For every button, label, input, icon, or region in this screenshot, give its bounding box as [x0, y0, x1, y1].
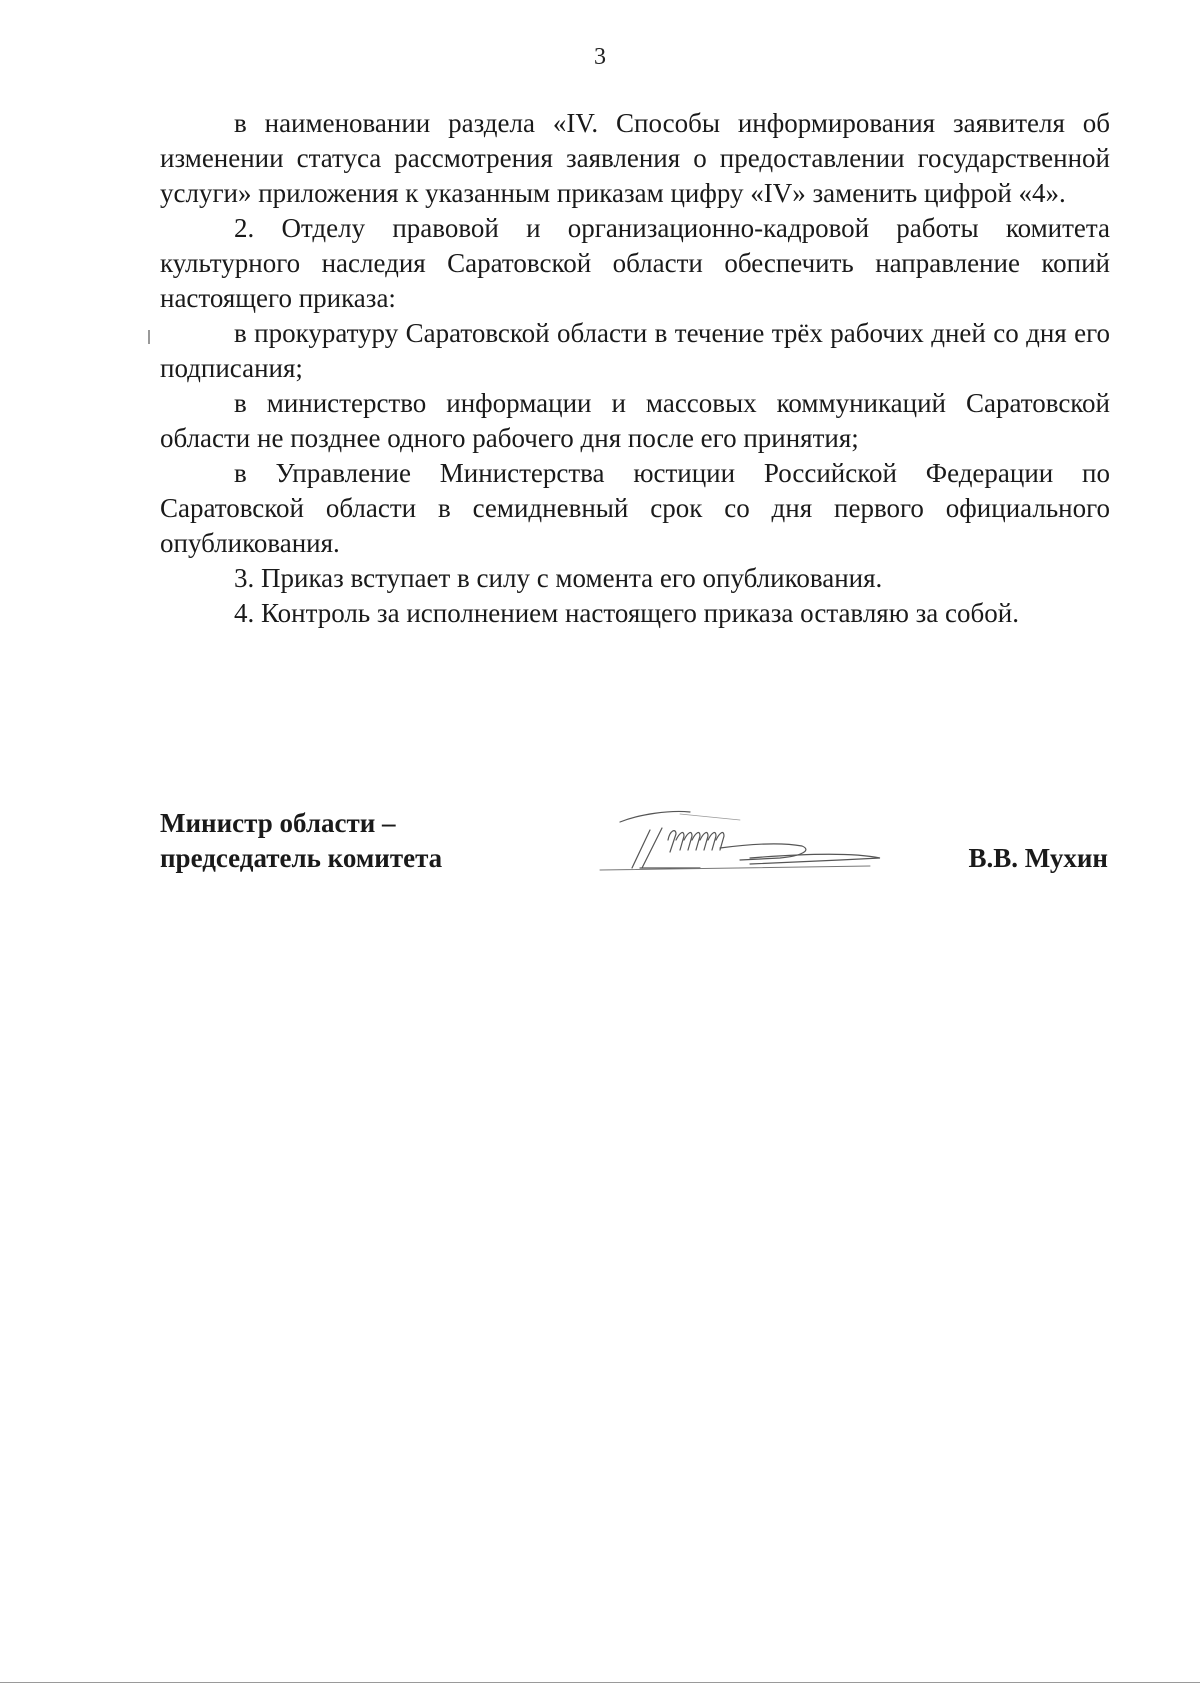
- page-number: 3: [594, 44, 606, 70]
- paragraph-justice-ministry: в Управление Министерства юстиции Российской Федерации по Саратовской области в семидневный срок со дня первого официального опубликования.: [160, 458, 1110, 558]
- signature-block: [160, 806, 1110, 886]
- signatory-title-line-1: Министр области –: [160, 808, 396, 838]
- page-bottom-edge: [0, 1682, 1200, 1683]
- paragraph-item-2: 2. Отделу правовой и организационно-кадровой работы комитета культурного наследия Саратовской области обеспечить направление копий настоящего приказа:: [160, 213, 1110, 313]
- signatory-name: В.В. Мухин: [968, 843, 1108, 873]
- paragraph-item-3: 3. Приказ вступает в силу с момента его опубликования.: [234, 563, 883, 593]
- handwritten-signature: [580, 800, 920, 880]
- paragraph-prosecutor: в прокуратуру Саратовской области в течение трёх рабочих дней со дня его подписания;: [160, 318, 1110, 383]
- paragraph-item-4: 4. Контроль за исполнением настоящего приказа оставляю за собой.: [234, 598, 1019, 628]
- paragraph-ministry-info: в министерство информации и массовых коммуникаций Саратовской области не позднее одного рабочего дня после его принятия;: [160, 388, 1110, 453]
- signatory-title: [160, 806, 442, 876]
- scan-artifact: [148, 330, 150, 344]
- document-body: [160, 106, 1110, 631]
- signatory-title-line-2: председатель комитета: [160, 843, 443, 873]
- paragraph-section-rename: в наименовании раздела «IV. Способы информирования заявителя об изменении статуса рассмотрения заявления о предоставлении государственной услуги» приложения к указанным приказам цифру «IV» заменить цифрой «4».: [160, 108, 1110, 208]
